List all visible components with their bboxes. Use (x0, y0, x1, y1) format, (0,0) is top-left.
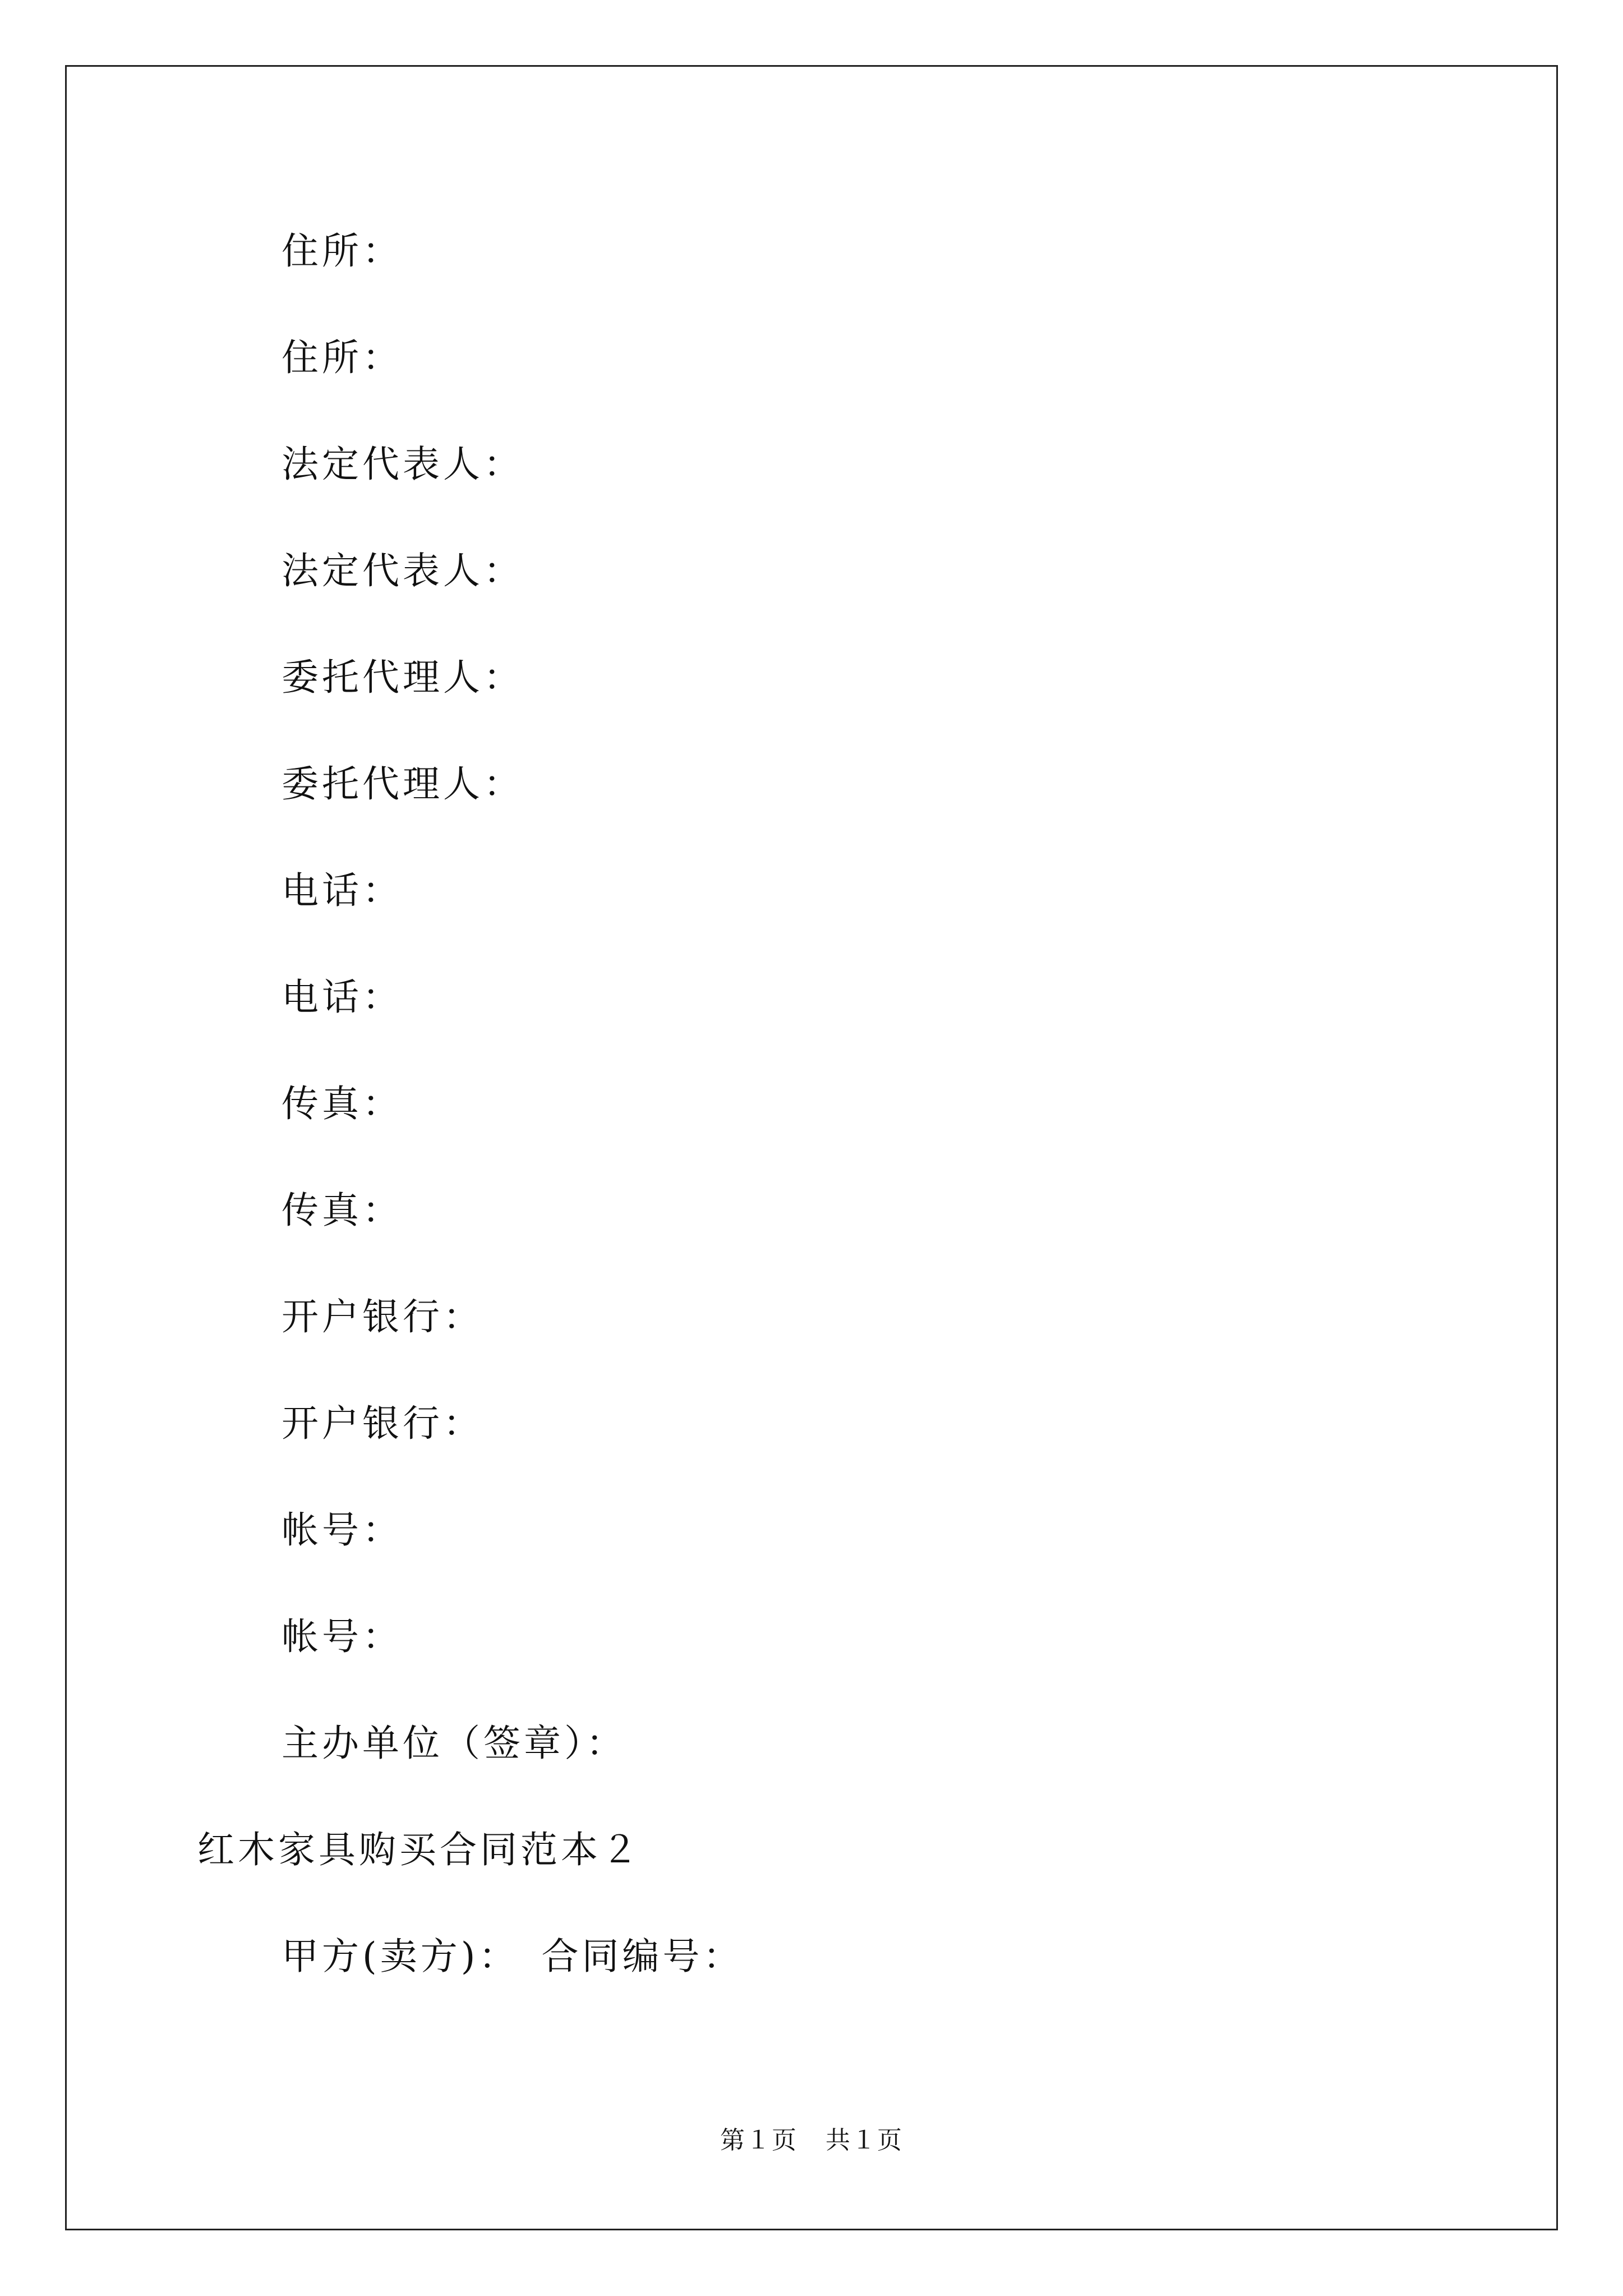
field-legal-rep-a: 法定代表人： (282, 443, 524, 486)
field-phone-b: 电话： (282, 976, 403, 1019)
field-fax-b: 传真： (282, 1189, 403, 1232)
party-seller-label: 甲方(卖方)： (282, 1935, 519, 1978)
contract-number-label: 合同编号： (541, 1935, 744, 1978)
field-bank-b: 开户银行： (282, 1402, 483, 1445)
field-legal-rep-b: 法定代表人： (282, 549, 524, 592)
section-title: 红木家具购买合同范本２ (197, 1828, 642, 1871)
field-agent-a: 委托代理人： (282, 656, 524, 699)
field-address-a: 住所： (282, 229, 403, 273)
field-account-a: 帐号： (282, 1508, 403, 1552)
field-fax-a: 传真： (282, 1082, 403, 1125)
field-organizer-seal: 主办单位（签章）： (282, 1722, 626, 1765)
field-agent-b: 委托代理人： (282, 762, 524, 806)
page-border (65, 65, 1558, 2230)
field-bank-a: 开户银行： (282, 1295, 483, 1338)
page-footer (0, 2125, 1623, 2156)
page-total: 共１页 (826, 2126, 903, 2155)
party-line (282, 1934, 744, 1979)
page-number: 第１页 (720, 2126, 797, 2155)
field-phone-a: 电话： (282, 869, 403, 912)
field-account-b: 帐号： (282, 1615, 403, 1658)
field-address-b: 住所： (282, 336, 403, 379)
